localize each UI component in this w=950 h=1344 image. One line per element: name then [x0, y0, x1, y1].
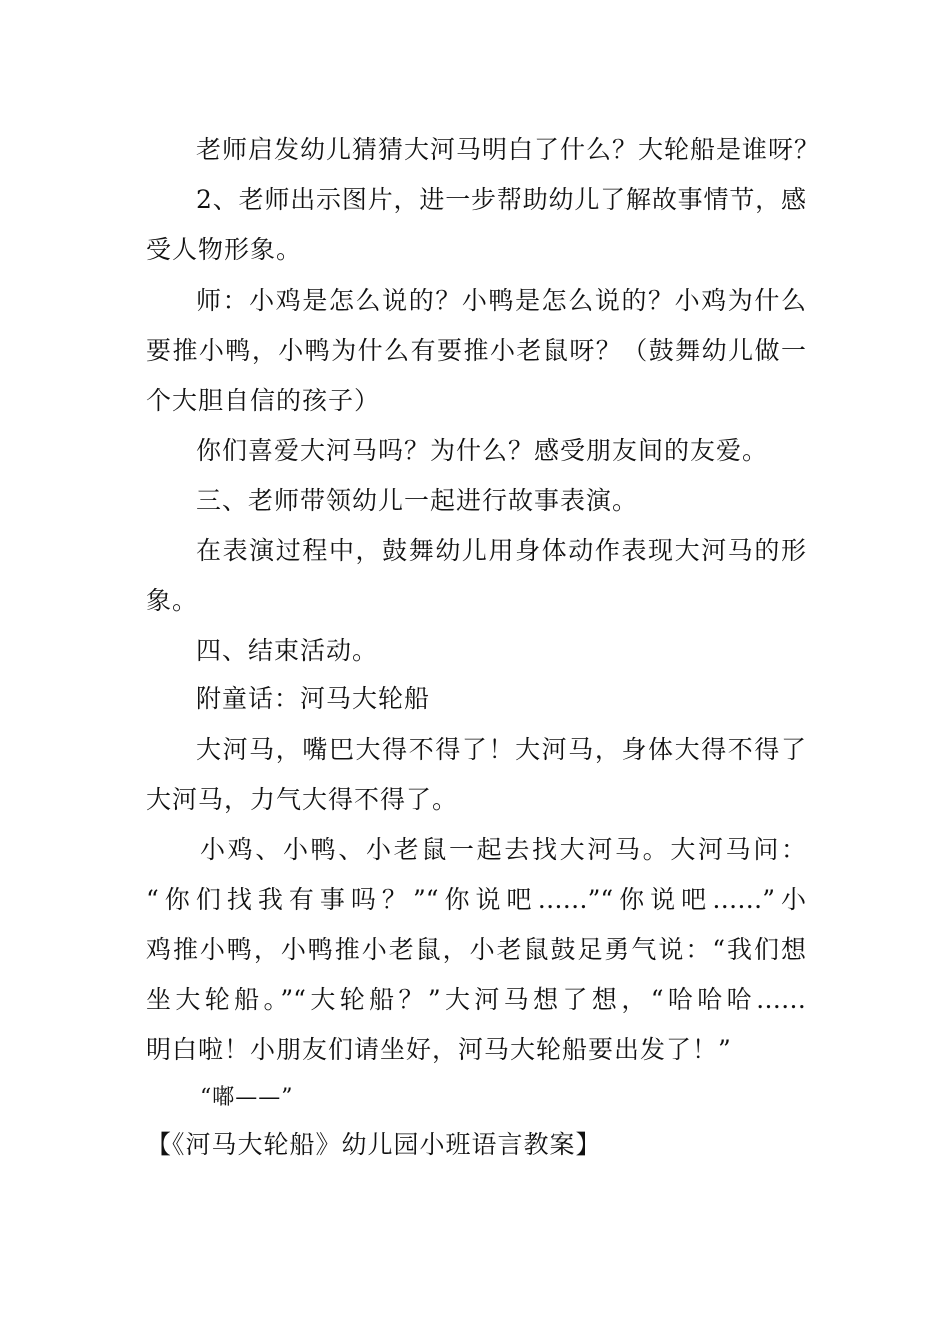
paragraph-line: 要推小鸭，小鸭为什么有要推小老鼠呀？（鼓舞幼儿做一 — [146, 336, 806, 365]
paragraph-line: 大河马，嘴巴大得不得了！大河马，身体大得不得了 — [196, 735, 806, 764]
paragraph-line: 老师启发幼儿猜猜大河马明白了什么？大轮船是谁呀？ — [196, 135, 821, 164]
paragraph-line: 坐大轮船。”“大轮船？”大河马想了想，“哈哈哈…… — [146, 985, 806, 1014]
paragraph-line: 四、结束活动。 — [196, 636, 379, 665]
paragraph-line: 个大胆自信的孩子） — [146, 386, 381, 415]
paragraph-line: 小鸡、小鸭、小老鼠一起去找大河马。大河马问： — [200, 835, 806, 864]
paragraph-line: “嘟——” — [200, 1085, 294, 1110]
paragraph-line: 大河马，力气大得不得了。 — [146, 785, 459, 814]
paragraph-line: 象。 — [146, 586, 199, 615]
paragraph-line: 鸡推小鸭，小鸭推小老鼠，小老鼠鼓足勇气说：“我们想 — [146, 935, 806, 964]
document-footer-title: 【《河马大轮船》幼儿园小班语言教案】 — [146, 1130, 602, 1159]
paragraph-line: 三、老师带领幼儿一起进行故事表演。 — [196, 486, 639, 515]
paragraph-line: 你们喜爱大河马吗？为什么？感受朋友间的友爱。 — [196, 436, 769, 465]
paragraph-line: 附童话：河马大轮船 — [196, 684, 431, 713]
paragraph-line: 在表演过程中，鼓舞幼儿用身体动作表现大河马的形 — [196, 536, 806, 565]
paragraph-line: 明白啦！小朋友们请坐好，河马大轮船要出发了！” — [146, 1035, 732, 1064]
paragraph-line: 2、老师出示图片，进一步帮助幼儿了解故事情节，感 — [196, 185, 806, 214]
paragraph-line: 师：小鸡是怎么说的？小鸭是怎么说的？小鸡为什么 — [196, 286, 806, 315]
paragraph-line: “你们找我有事吗？”“你说吧……”“你说吧……”小 — [146, 885, 806, 914]
paragraph-line: 受人物形象。 — [146, 235, 303, 264]
